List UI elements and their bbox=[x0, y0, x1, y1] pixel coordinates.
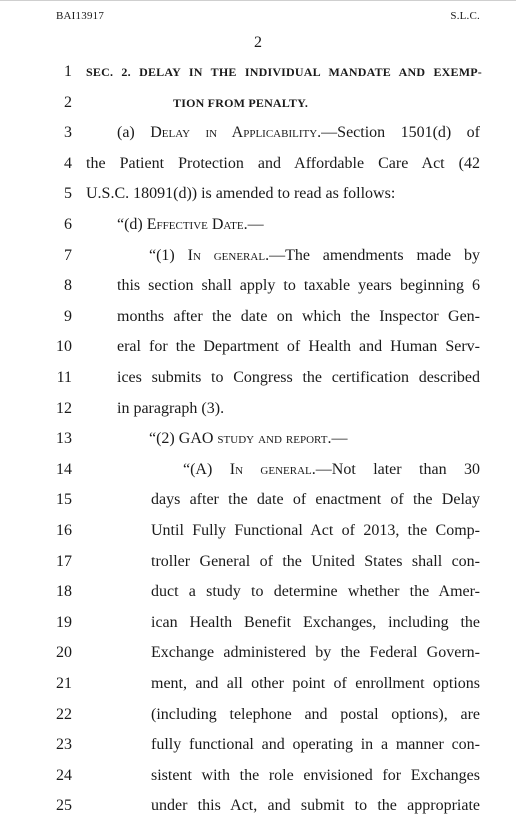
line-number: 5 bbox=[64, 185, 72, 203]
section-heading: In general bbox=[187, 246, 266, 264]
bill-line bbox=[0, 398, 516, 428]
bill-line bbox=[0, 214, 516, 244]
bill-line bbox=[0, 551, 516, 581]
text-run: TION FROM PENALTY. bbox=[173, 95, 309, 110]
line-number: 22 bbox=[56, 705, 72, 723]
text-run: under this Act, and submit to the appropriate bbox=[151, 797, 480, 815]
section-heading: GAO study and report bbox=[178, 430, 328, 448]
text-run: U.S.C. 18091(d)) is amended to read as follows: bbox=[86, 185, 396, 203]
line-number: 13 bbox=[56, 430, 72, 448]
line-text bbox=[151, 642, 480, 664]
line-text bbox=[149, 428, 480, 450]
text-run: (a) bbox=[117, 124, 151, 142]
text-run: “(A) bbox=[183, 460, 230, 478]
text-run: troller General of the United States shall con- bbox=[151, 552, 480, 570]
section-heading: Delay in Applicability bbox=[150, 124, 318, 142]
text-run: ment, and all other point of enrollment options bbox=[151, 675, 480, 692]
line-text bbox=[151, 795, 480, 817]
line-text bbox=[86, 153, 480, 175]
bill-line bbox=[0, 122, 516, 152]
section-heading: In general bbox=[229, 460, 312, 478]
text-run: .—The amendments made by bbox=[265, 246, 480, 264]
bill-line bbox=[0, 61, 516, 91]
line-number: 15 bbox=[56, 491, 72, 509]
text-run: “(2) bbox=[149, 430, 179, 448]
bill-line bbox=[0, 183, 516, 213]
text-run: months after the date on which the Inspector Gen- bbox=[117, 307, 480, 325]
text-run: days after the date of enactment of the Delay bbox=[151, 491, 480, 509]
line-number: 3 bbox=[64, 124, 72, 142]
line-number: 6 bbox=[64, 216, 72, 233]
text-run: “(1) bbox=[149, 246, 188, 264]
line-text bbox=[86, 183, 480, 205]
line-text bbox=[151, 673, 480, 695]
bill-line bbox=[0, 704, 516, 734]
line-text bbox=[183, 459, 480, 481]
bill-line bbox=[0, 306, 516, 336]
text-run: eral for the Department of Health and Human Serv- bbox=[117, 338, 480, 356]
line-text bbox=[117, 367, 480, 389]
bill-line bbox=[0, 459, 516, 489]
line-number: 9 bbox=[64, 307, 72, 325]
line-number: 24 bbox=[56, 766, 72, 784]
bill-line bbox=[0, 245, 516, 275]
line-number: 8 bbox=[64, 277, 72, 295]
bill-line bbox=[0, 489, 516, 519]
line-text bbox=[151, 551, 480, 573]
line-number: 18 bbox=[56, 583, 72, 601]
line-text bbox=[117, 306, 480, 328]
page-number: 2 bbox=[254, 34, 262, 51]
text-run: the Patient Protection and Affordable Care Act (42 bbox=[86, 154, 480, 172]
line-number: 2 bbox=[64, 93, 72, 111]
bill-id: BAI13917 bbox=[56, 10, 105, 22]
text-run: SEC. 2. DELAY IN THE INDIVIDUAL MANDATE AND EXEMP- bbox=[86, 65, 482, 79]
line-number: 17 bbox=[56, 552, 72, 570]
text-run: Exchange administered by the Federal Govern- bbox=[151, 644, 480, 662]
text-run: this section shall apply to taxable years beginning 6 bbox=[117, 277, 480, 295]
text-run: .—Not later than 30 bbox=[311, 460, 480, 478]
bill-line bbox=[0, 612, 516, 642]
line-text bbox=[151, 612, 480, 634]
line-text bbox=[151, 520, 480, 542]
text-run: (including telephone and postal options), are bbox=[151, 705, 480, 723]
line-number: 10 bbox=[56, 338, 72, 356]
bill-line bbox=[0, 336, 516, 366]
text-run: ices submits to Congress the certification described bbox=[117, 369, 480, 386]
text-run: fully functional and operating in a manner con- bbox=[151, 736, 480, 754]
text-run: .— bbox=[243, 216, 264, 233]
line-number: 16 bbox=[56, 522, 72, 539]
line-number: 1 bbox=[64, 63, 72, 80]
bill-line bbox=[0, 275, 516, 305]
line-text bbox=[151, 704, 480, 726]
text-run: .—Section 1501(d) of bbox=[317, 124, 481, 142]
line-text bbox=[151, 734, 480, 756]
bill-line bbox=[0, 673, 516, 703]
bill-line bbox=[0, 367, 516, 397]
line-number: 19 bbox=[56, 613, 72, 631]
section-heading: Effective Date bbox=[146, 216, 244, 233]
text-run: in paragraph (3). bbox=[117, 399, 225, 417]
line-number: 20 bbox=[56, 644, 72, 662]
text-run: ican Health Benefit Exchanges, including the bbox=[151, 613, 480, 631]
text-run: sistent with the role envisioned for Exchanges bbox=[151, 766, 480, 784]
text-run: “(d) bbox=[117, 216, 147, 233]
line-text bbox=[86, 61, 482, 83]
line-number: 4 bbox=[64, 154, 72, 172]
text-run: Until Fully Functional Act of 2013, the Comp- bbox=[151, 522, 480, 539]
line-text bbox=[151, 489, 480, 511]
bill-line bbox=[0, 795, 516, 825]
bill-line bbox=[0, 765, 516, 795]
line-text bbox=[117, 122, 480, 144]
text-run: .— bbox=[327, 430, 348, 448]
line-text bbox=[151, 581, 480, 603]
bill-line bbox=[0, 92, 516, 122]
bill-line bbox=[0, 153, 516, 183]
bill-line bbox=[0, 581, 516, 611]
top-divider bbox=[0, 0, 516, 1]
line-text bbox=[117, 214, 480, 236]
text-run: duct a study to determine whether the Amer- bbox=[151, 583, 480, 601]
line-number: 14 bbox=[56, 460, 72, 478]
line-number: 23 bbox=[56, 736, 72, 754]
line-number: 12 bbox=[56, 399, 72, 417]
bill-line bbox=[0, 734, 516, 764]
bill-line bbox=[0, 428, 516, 458]
line-number: 21 bbox=[56, 675, 72, 692]
line-text bbox=[149, 245, 480, 267]
line-text bbox=[117, 336, 480, 358]
line-text bbox=[151, 765, 480, 787]
line-number: 11 bbox=[56, 369, 72, 386]
bill-line bbox=[0, 520, 516, 550]
office-code: S.L.C. bbox=[450, 10, 480, 22]
line-number: 25 bbox=[56, 797, 72, 815]
line-text bbox=[117, 398, 480, 420]
line-number: 7 bbox=[64, 246, 72, 264]
line-text bbox=[173, 92, 308, 114]
bill-line bbox=[0, 642, 516, 672]
line-text bbox=[117, 275, 480, 297]
